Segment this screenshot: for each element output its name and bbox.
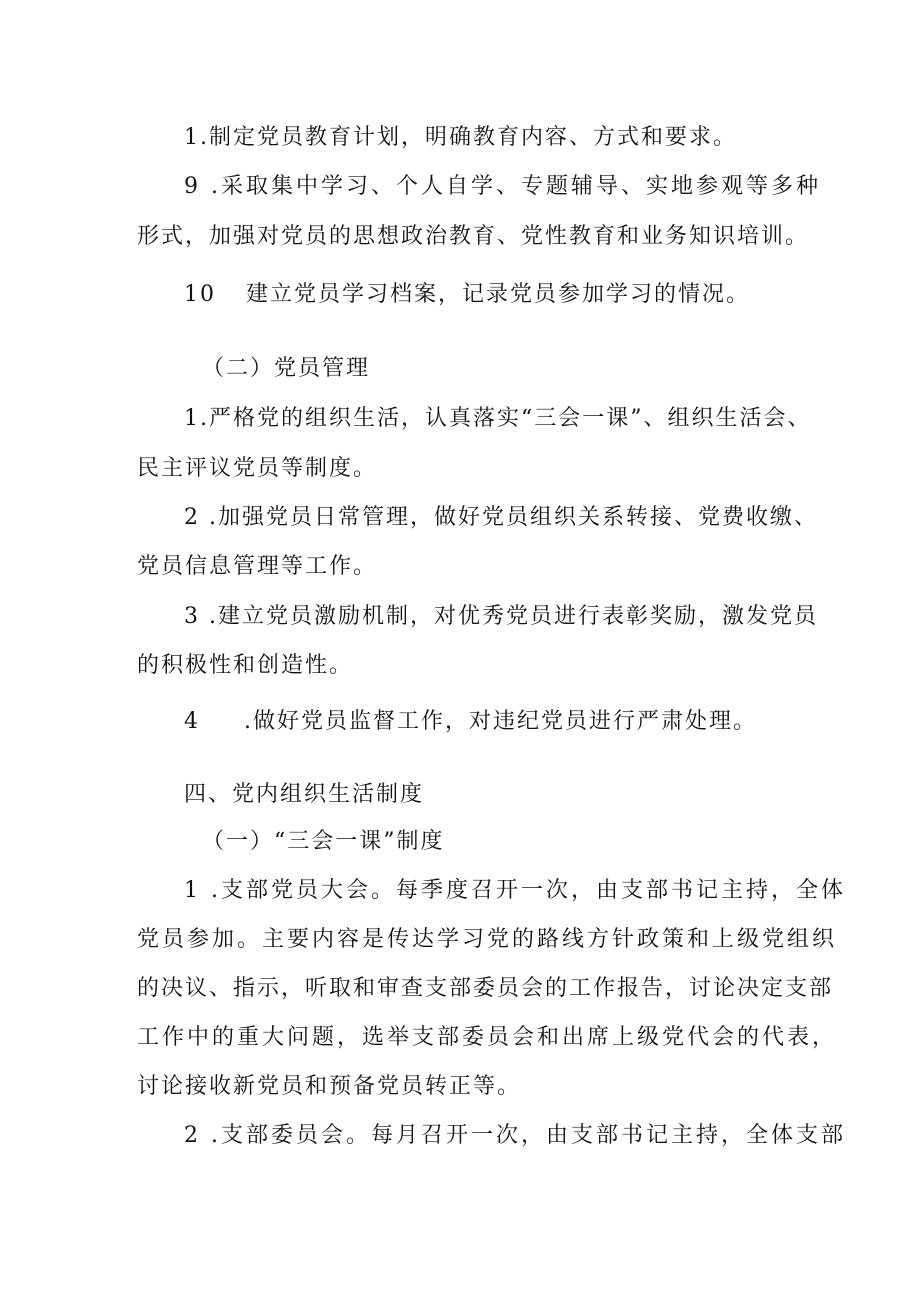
paragraph-meeting-1-line5: 讨论接收新党员和预备党员转正等。 — [137, 1074, 522, 1099]
paragraph-mgmt-3-line1: 3 .建立党员激励机制，对优秀党员进行表彰奖励，激发党员 — [184, 604, 818, 629]
paragraph-meeting-2-line1: 2 .支部委员会。每月召开一次，由支部书记主持，全体支部 — [184, 1123, 846, 1148]
paragraph-mgmt-2-line1: 2 .加强党员日常管理，做好党员组织关系转接、党费收缴、 — [184, 505, 818, 530]
heading-three-meetings-one-lesson: （一）“三会一课”制度 — [202, 829, 445, 854]
paragraph-edu-9-line2: 形式，加强对党员的思想政治教育、党性教育和业务知识培训。 — [137, 224, 810, 249]
paragraph-mgmt-1-line2: 民主评议党员等制度。 — [137, 456, 378, 481]
paragraph-meeting-1-line1: 1 .支部党员大会。每季度召开一次，由支部书记主持，全体 — [184, 878, 846, 903]
heading-party-member-management: （二）党员管理 — [202, 356, 371, 381]
paragraph-meeting-1-line3: 的决议、指示，听取和审查支部委员会的工作报告，讨论决定支部 — [137, 976, 834, 1001]
paragraph-mgmt-2-line2: 党员信息管理等工作。 — [137, 554, 378, 579]
paragraph-edu-9-line1: 9 .采取集中学习、个人自学、专题辅导、实地参观等多种 — [184, 174, 821, 199]
paragraph-mgmt-4-text: .做好党员监督工作，对违纪党员进行严肃处理。 — [244, 709, 757, 734]
paragraph-mgmt-1-line1: 1.严格党的组织生活，认真落实“三会一课”、组织生活会、 — [184, 406, 812, 431]
paragraph-meeting-1-line4: 工作中的重大问题，选举支部委员会和出席上级党代会的代表， — [137, 1025, 838, 1050]
heading-section-4: 四、党内组织生活制度 — [184, 782, 425, 807]
paragraph-edu-1: 1.制定党员教育计划，明确教育内容、方式和要求。 — [184, 125, 737, 150]
paragraph-edu-10-text: 建立党员学习档案，记录党员参加学习的情况。 — [246, 282, 751, 307]
paragraph-meeting-1-line2: 党员参加。主要内容是传达学习党的路线方针政策和上级党组织 — [137, 927, 838, 952]
paragraph-mgmt-4-number: 4 — [184, 709, 200, 734]
paragraph-mgmt-3-line2: 的积极性和创造性。 — [137, 653, 354, 678]
paragraph-edu-10-number: 10 — [184, 282, 216, 307]
